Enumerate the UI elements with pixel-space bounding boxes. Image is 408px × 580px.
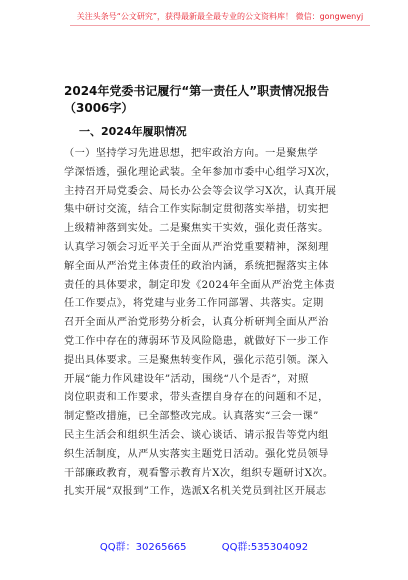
body-line: 责任的具体要求，制定印发《2024年全面从严治党主体责 <box>64 279 336 291</box>
body-line: 主持召开局党委会、局长办公会等会议学习X次，认真开展 <box>64 185 337 197</box>
qq-group-1: QQ群：30265665 <box>99 542 187 553</box>
body-line: 岗位职责和工作要求，带头查摆自身存在的问题和不足， <box>64 392 329 404</box>
body-line: 提出具体要求。三是聚焦转变作风，强化示范引领。深入 <box>64 354 329 366</box>
document-title: 2024年党委书记履行“第一责任人”职责情况报告（3006字） <box>64 84 330 115</box>
body-line: 解全面从严治党主体责任的政治内涵，系统把握落实主体 <box>64 260 329 272</box>
footer-contacts <box>0 538 408 553</box>
body-line: 制定整改措施，已全部整改完成。认真落实“三会一课” <box>64 411 319 423</box>
body-line: 召开全面从严治党形势分析会，认真分析研判全面从严治 <box>64 317 329 329</box>
body-line: 集中研讨交流，结合工作实际制定贯彻落实举措，切实把 <box>64 204 329 216</box>
section-heading: 一、2024年履职情况 <box>79 125 187 138</box>
body-line: 任工作要点》，将党建与业务工作同部署、共落实。定期 <box>64 298 324 310</box>
body-line: 民主生活会和组织生活会、谈心谈话、请示报告等党内组 <box>64 429 329 441</box>
body-line: 认真学习领会习近平关于全面从严治党重要精神，深刻理 <box>64 241 329 253</box>
header-banner: 关注头条号“公文研究”，获得最新最全最专业的公文资料库！ 微信：gongwenyj <box>70 12 370 26</box>
body-line: 上级精神落到实处。二是聚焦实干实效，强化责任落实。 <box>64 223 329 235</box>
body-line: （一）坚持学习先进思想，把牢政治方向。一是聚焦学 <box>64 148 319 159</box>
body-line: 学深悟透，强化理论武装。全年参加市委中心组学习X次， <box>64 166 337 178</box>
body-line: 扎实开展“双报到”工作，选派X名机关党员到社区开展志 <box>64 486 327 498</box>
body-line: 干部廉政教育，观看警示教育片X次，组织专题研讨X次。 <box>64 467 334 479</box>
body-paragraph <box>64 145 360 502</box>
body-line: 开展“能力作风建设年”活动，围绕“八个是否”，对照 <box>64 373 309 385</box>
body-line: 党工作中存在的薄弱环节及风险隐患，就做好下一步工作 <box>64 335 329 347</box>
qq-group-2: QQ群:535304092 <box>221 542 309 553</box>
body-line: 织生活制度，从严从实落实主题党日活动。强化党员领导 <box>64 448 329 460</box>
